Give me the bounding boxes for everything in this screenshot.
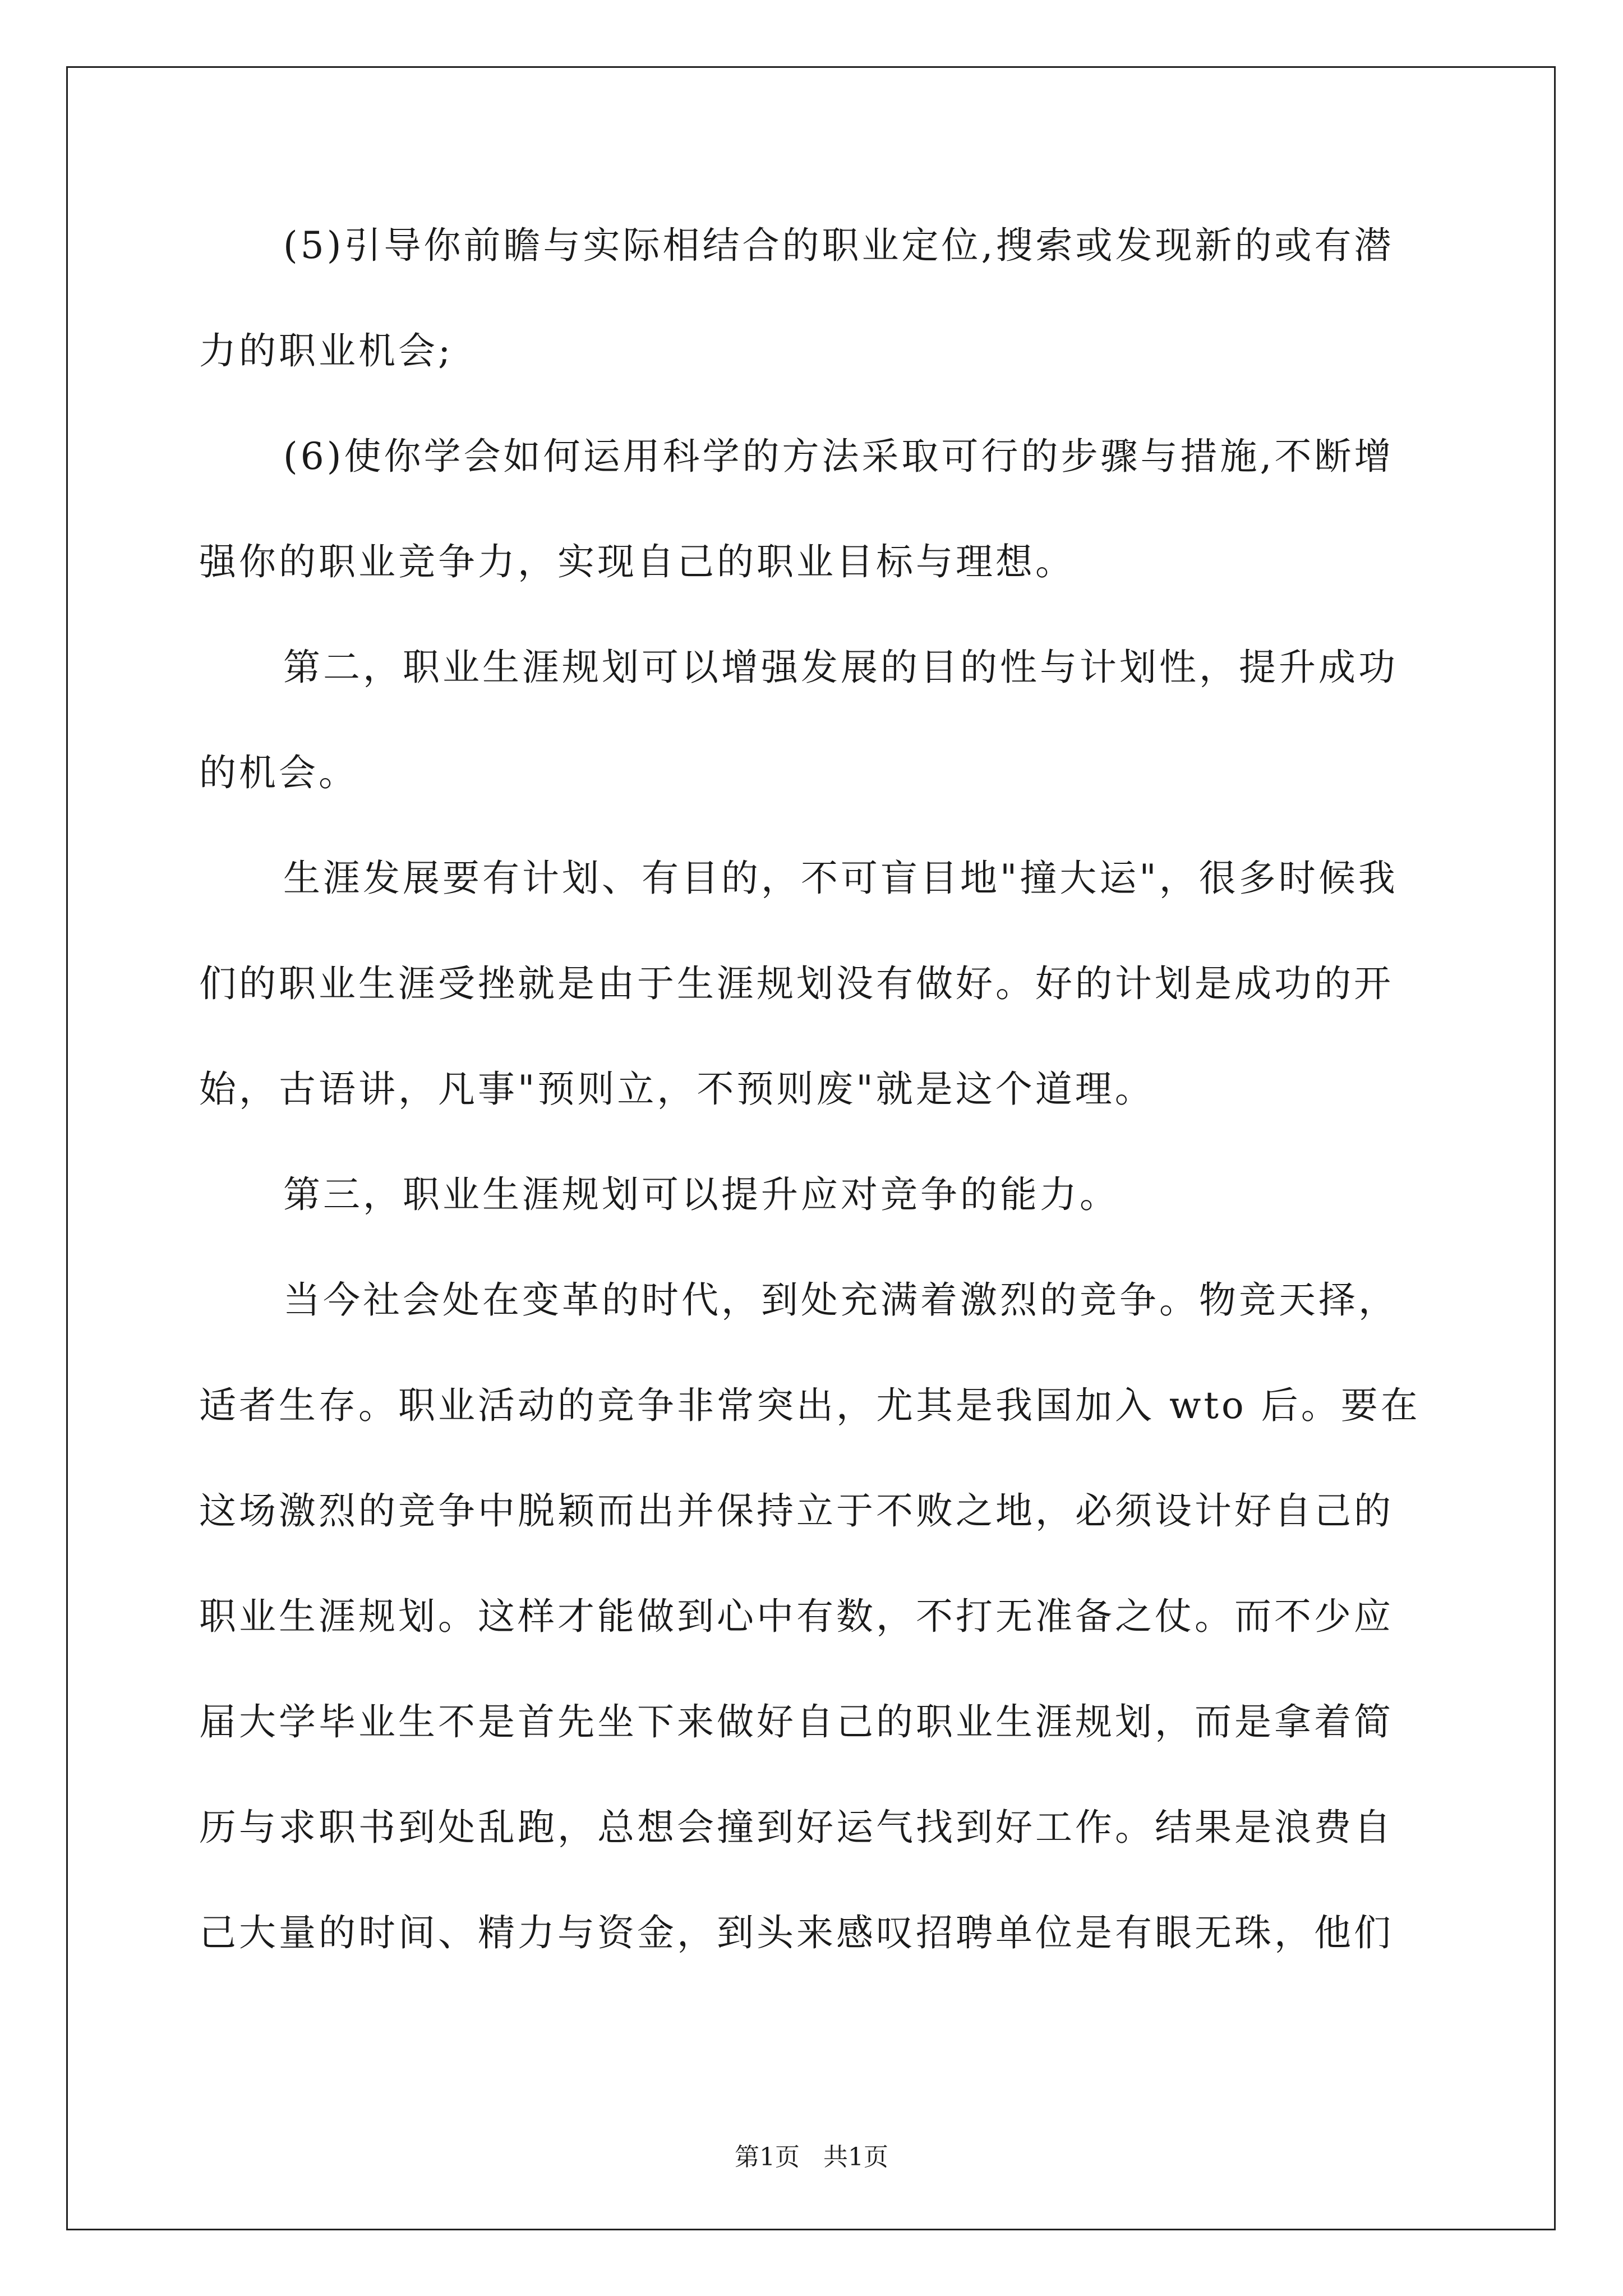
text-line: 第三，职业生涯规划可以提升应对竞争的能力。	[283, 1173, 1119, 1216]
text-line: 这场激烈的竞争中脱颖而出并保持立于不败之地，必须设计好自己的	[199, 1489, 1394, 1533]
text-line: 当今社会处在变革的时代，到处充满着激烈的竞争。物竞天择，	[283, 1278, 1398, 1322]
text-line: 历与求职书到处乱跑，总想会撞到好运气找到好工作。结果是浪费自	[199, 1806, 1394, 1849]
text-line: 的机会。	[199, 751, 358, 794]
text-line: 们的职业生涯受挫就是由于生涯规划没有做好。好的计划是成功的开	[199, 962, 1394, 1005]
page-number-footer: 第1页 共1页	[735, 2143, 888, 2171]
text-line: 强你的职业竞争力，实现自己的职业目标与理想。	[199, 540, 1075, 583]
text-line: 始，古语讲，凡事"预则立，不预则废"就是这个道理。	[199, 1068, 1155, 1111]
text-line: 届大学毕业生不是首先坐下来做好自己的职业生涯规划，而是拿着简	[199, 1700, 1394, 1743]
text-line: (6)使你学会如何运用科学的方法采取可行的步骤与措施,不断增	[283, 435, 1394, 478]
text-line: 己大量的时间、精力与资金，到头来感叹招聘单位是有眼无珠，他们	[199, 1911, 1394, 1954]
text-line: 生涯发展要有计划、有目的，不可盲目地"撞大运"，很多时候我	[283, 857, 1398, 900]
text-line: 职业生涯规划。这样才能做到心中有数，不打无准备之仗。而不少应	[199, 1595, 1394, 1638]
text-line: 第二，职业生涯规划可以增强发展的目的性与计划性，提升成功	[283, 646, 1398, 689]
text-line: 力的职业机会;	[199, 329, 454, 372]
text-line: (5)引导你前瞻与实际相结合的职业定位,搜索或发现新的或有潜	[283, 224, 1394, 267]
text-line: 适者生存。职业活动的竞争非常突出，尤其是我国加入 wto 后。要在	[199, 1384, 1421, 1427]
